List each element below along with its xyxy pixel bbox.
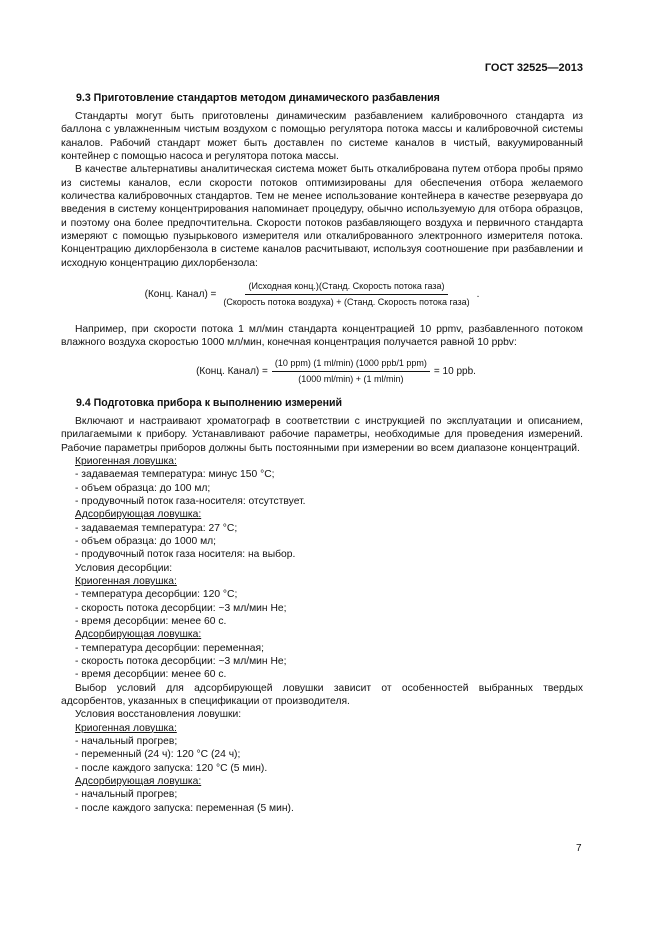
list-item: - после каждого запуска: 120 °С (5 мин). xyxy=(75,762,268,774)
list-item: - задаваемая температура: минус 150 °С; xyxy=(75,469,275,481)
list-subheading: Криогенная ловушка: xyxy=(75,455,177,467)
trap-settings-list xyxy=(61,455,583,682)
paragraph: В качестве альтернативы аналитическая система может быть откалибрована путем отбора пробы прямо из системы каналов, если скорости потоков оптимизированы для обеспечения отбора желаемого количества калибровочных стандартов. Тем не менее использование контейнера в качестве резервуара до введения в систему концентрирования напоминает процедуру, обычно используемую для отбора образцов, и поэтому она более предпочтительна. Скорости потоков разбавляющего воздуха и первичного стандарта измеряют с помощью пузырькового измерителя или откалиброванного электронного измерителя потока. Концентрацию дихлорбензола в системе каналов расчитывают, используя соотношение при разбавлении и исходную концентрацию дихлорбензола: xyxy=(61,164,583,269)
formula-denominator: (1000 ml/min) + (1 ml/min) xyxy=(298,373,404,384)
list-item: - задаваемая температура: 27 °С; xyxy=(75,522,238,534)
list-item: Условия восстановления ловушки: xyxy=(75,709,242,721)
list-item: - объем образца: до 1000 мл; xyxy=(75,535,217,547)
paragraph: Выбор условий для адсорбирующей ловушки зависит от особенностей выбранных твердых адсорбентов, указанных в спецификации от производителя. xyxy=(61,682,583,708)
formula-result: = 10 ppb. xyxy=(433,365,476,377)
trap-regeneration-list xyxy=(61,708,583,815)
list-item: - переменный (24 ч): 120 °С (24 ч); xyxy=(75,749,241,761)
dilution-formula xyxy=(61,280,583,309)
list-item: - продувочный поток газа-носителя: отсутствует. xyxy=(75,495,306,507)
list-item: - начальный прогрев; xyxy=(75,789,178,801)
list-item: - объем образца: до 100 мл; xyxy=(75,482,211,494)
example-formula xyxy=(61,357,583,386)
formula-fraction xyxy=(220,280,472,309)
list-item: - температура десорбции: 120 °С; xyxy=(75,589,238,601)
list-item: - температура десорбции: переменная; xyxy=(75,642,264,654)
formula-lhs: (Конц. Канал) = xyxy=(144,288,217,300)
paragraph: Включают и настраивают хроматограф в соответствии с инструкцией по эксплуатации и описанием, прилагаемыми к прибору. Устанавливают рабочие параметры, необходимые для проведения измерений. Рабочие параметры приборов должны быть постоянными при измерении во всем диапазоне концентраций. xyxy=(61,415,583,454)
formula-end: . xyxy=(476,288,480,300)
list-subheading: Адсорбирующая ловушка: xyxy=(75,629,202,641)
list-item: Условия десорбции: xyxy=(75,562,173,574)
list-item: - начальный прогрев; xyxy=(75,736,178,748)
document-code: ГОСТ 32525—2013 xyxy=(484,62,583,74)
list-item: - скорость потока десорбции: ~3 мл/мин Не; xyxy=(75,656,287,667)
formula-denominator: (Скорость потока воздуха) + (Станд. Скорость потока газа) xyxy=(223,297,470,308)
section-9-3-title: 9.3 Приготовление стандартов методом динамического разбавления xyxy=(76,92,440,104)
formula-lhs: (Конц. Канал) = xyxy=(196,365,268,377)
formula-numerator: (10 ppm) (1 ml/min) (1000 ppb/1 ppm) xyxy=(272,357,430,372)
list-item: - время десорбции: менее 60 с. xyxy=(75,669,227,681)
list-item: - после каждого запуска: переменная (5 мин). xyxy=(75,802,294,814)
list-subheading: Адсорбирующая ловушка: xyxy=(75,509,202,521)
list-subheading: Криогенная ловушка: xyxy=(75,575,177,587)
paragraph: Например, при скорости потока 1 мл/мин стандарта концентрацией 10 ppmv, разбавленного потоком влажного воздуха скоростью 1000 мл/мин, конечная концентрация получается равной 10 ppbv: xyxy=(61,324,583,349)
section-9-4-title: 9.4 Подготовка прибора к выполнению измерений xyxy=(76,396,343,409)
list-subheading: Адсорбирующая ловушка: xyxy=(75,776,202,788)
list-item: - продувочный поток газа носителя: на выбор. xyxy=(75,549,296,561)
page-content xyxy=(61,92,583,815)
formula-fraction xyxy=(272,357,430,386)
list-item: - скорость потока десорбции: ~3 мл/мин Не; xyxy=(75,602,287,614)
page-number: 7 xyxy=(576,843,582,854)
list-item: - время десорбции: менее 60 с. xyxy=(75,615,227,627)
paragraph: Стандарты могут быть приготовлены динамическим разбавлением калибровочного стандарта из баллона с увлажненным чистым воздухом с помощью регулятора потока массы и калибровочной системы каналов. Рабочий стандарт может быть доставлен по системе каналов в чистый, вакуумированный контейнер с помощью насоса и регулятора потока массы. xyxy=(61,111,583,163)
list-subheading: Криогенная ловушка: xyxy=(75,722,177,734)
formula-numerator: (Исходная конц.)(Станд. Скорость потока газа) xyxy=(245,280,447,295)
